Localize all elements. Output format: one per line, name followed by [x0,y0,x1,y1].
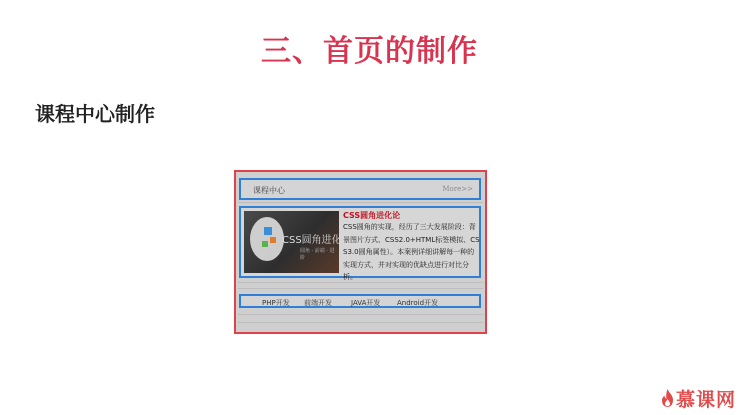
category-tabs [239,294,481,308]
course-center-mockup [234,170,487,334]
tab-php[interactable]: PHP开发 [262,299,290,307]
slide-title: 三、首页的制作 [261,34,478,69]
tab-android[interactable]: Android开发 [397,299,439,307]
flame-icon [660,388,675,408]
mockup-header [239,178,481,200]
course-card[interactable] [239,206,481,282]
brand-name: 慕课网 [676,388,737,411]
section-title: 课程中心制作 [35,102,155,126]
course-body-text: CSS圆角的实现，经历了三大发展阶段：背景图片方式、CSS2.0+HTML标签模拟、CSS3.0圆角属性）。本案例详细讲解每一种的实现方式，并对实现的优缺点进行对比分析。 [343,223,480,282]
thumbnail-subcaption: 圆角 · 前端 · 进阶 [300,248,335,261]
course-description [343,210,481,284]
more-link[interactable]: More>> [442,185,473,193]
brand-logo [660,386,736,410]
mockup-header-title: 课程中心 [253,186,285,195]
course-thumbnail[interactable] [244,211,352,273]
tab-java[interactable]: JAVA开发 [351,299,381,307]
tab-frontend[interactable]: 前端开发 [304,299,332,307]
course-headline[interactable]: CSS圆角进化论 [343,211,401,220]
thumbnail-disc [250,217,284,261]
thumbnail-caption: CSS圆角进化论 [282,235,352,246]
